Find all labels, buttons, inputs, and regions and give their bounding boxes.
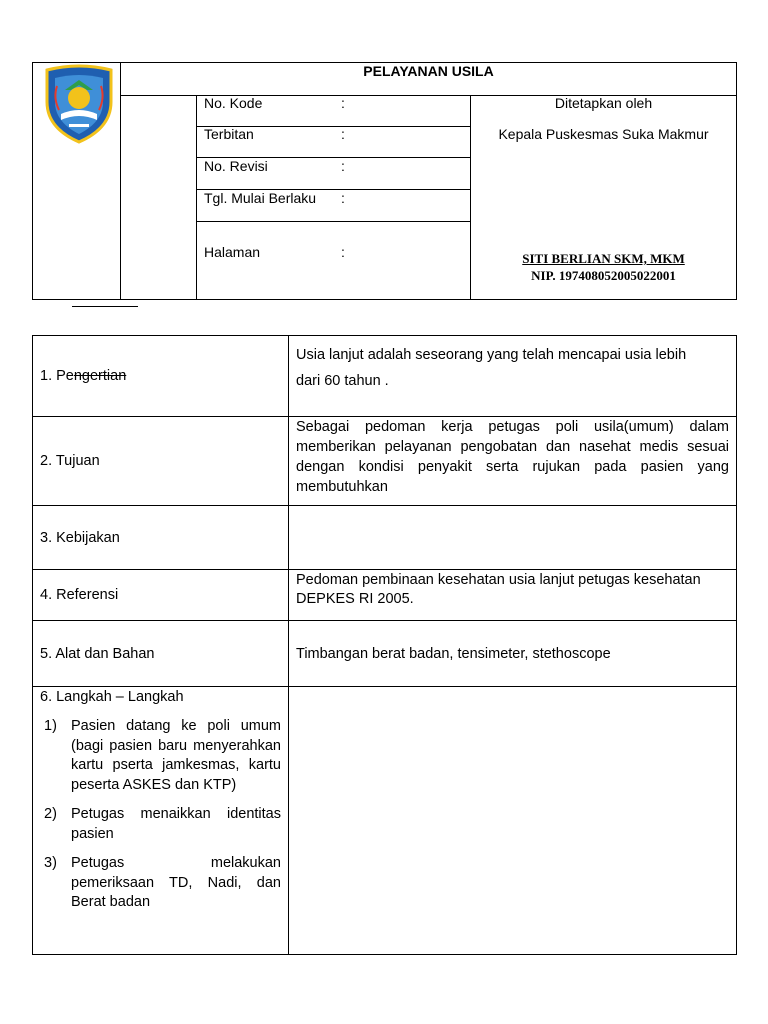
field-colon-halaman: : [341, 244, 345, 260]
label-alat: 5. Alat dan Bahan [33, 621, 289, 687]
signer-nip: NIP. 197408052005022001 [531, 268, 676, 283]
row-content [289, 336, 737, 417]
table-row [33, 417, 737, 506]
content-langkah [289, 687, 737, 955]
step-text: Petugas melakukan pemeriksaan TD, Nadi, dan Berat badan [71, 855, 281, 910]
field-label-no-kode: No. Kode [204, 95, 263, 111]
field-colon-tgl-mulai: : [341, 190, 345, 206]
table-row [33, 336, 737, 417]
langkah-cell [33, 687, 289, 955]
approval-line-2: Kepala Puskesmas Suka Makmur [498, 126, 709, 142]
pengertian-line-2: dari 60 tahun . [296, 373, 389, 389]
document-title: PELAYANAN USILA [363, 63, 494, 79]
list-item [40, 805, 281, 844]
step-text: Pasien datang ke poli umum (bagi pasien baru menyerahkan kartu pserta jamkesmas, kartu peserta ASKES dan KTP) [71, 718, 281, 793]
table-row [33, 687, 737, 955]
step-number: 3) [44, 855, 57, 871]
field-label-no-revisi: No. Revisi [204, 158, 268, 174]
approval-line-1: Ditetapkan oleh [554, 95, 653, 111]
header-rule [72, 306, 138, 307]
field-colon-no-kode: : [341, 95, 345, 111]
content-alat: Timbangan berat badan, tensimeter, stethoscope [289, 621, 737, 687]
table-row [33, 570, 737, 621]
content-kebijakan [289, 506, 737, 570]
step-text: Petugas menaikkan identitas pasien [71, 806, 281, 842]
list-item [40, 717, 281, 795]
step-number: 2) [44, 806, 57, 822]
label-pengertian-plain: 1. Pe [40, 368, 74, 384]
field-colon-terbitan: : [341, 126, 345, 142]
row-label [33, 336, 289, 417]
label-tujuan: 2. Tujuan [33, 417, 289, 506]
table-row [33, 506, 737, 570]
field-label-halaman: Halaman [204, 244, 261, 260]
content-referensi: Pedoman pembinaan kesehatan usia lanjut petugas kesehatan DEPKES RI 2005. [289, 570, 737, 621]
label-pengertian-struck: ngertian [73, 368, 127, 384]
signer-name: SITI BERLIAN SKM, MKM [522, 251, 685, 266]
field-label-tgl-mulai: Tgl. Mulai Berlaku [204, 190, 317, 206]
procedure-table [32, 335, 737, 955]
label-kebijakan: 3. Kebijakan [33, 506, 289, 570]
list-item [40, 854, 281, 913]
field-label-terbitan: Terbitan [204, 126, 254, 142]
step-number: 1) [44, 718, 57, 734]
district-emblem-icon [41, 64, 117, 144]
label-langkah: 6. Langkah – Langkah [40, 689, 184, 705]
field-colon-no-revisi: : [341, 158, 345, 174]
steps-list [40, 717, 281, 913]
label-referensi: 4. Referensi [33, 570, 289, 621]
content-tujuan: Sebagai pedoman kerja petugas poli usila(umum) dalam memberikan pelayanan pengobatan dan nasehat medis sesuai dengan kondisi penyakit serta rujukan pada pasien yang membutuhkan [289, 417, 737, 506]
table-row [33, 621, 737, 687]
pengertian-line-1: Usia lanjut adalah seseorang yang telah mencapai usia lebih [296, 347, 687, 363]
